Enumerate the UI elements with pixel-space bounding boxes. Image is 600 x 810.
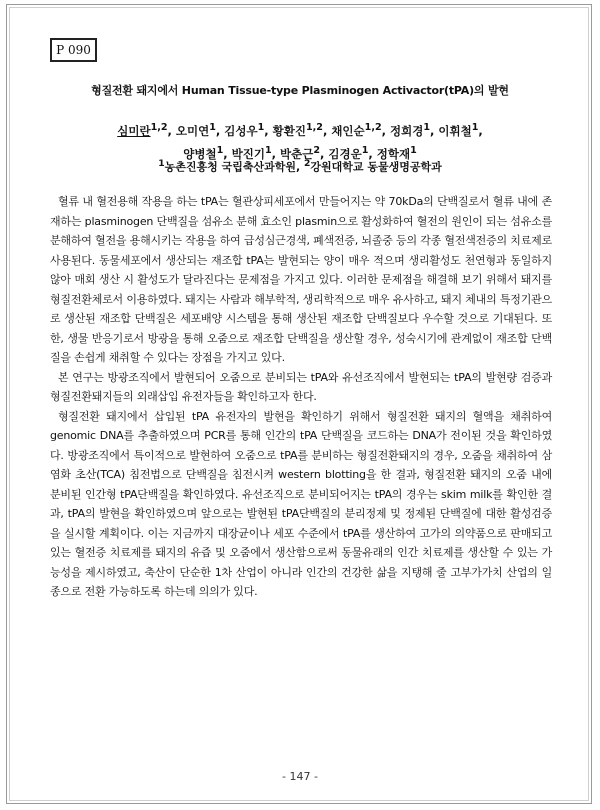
author-affiliation-mark: 1 [216, 144, 224, 156]
author-affiliation-mark: 1 [257, 122, 265, 133]
author-separator: , [271, 146, 280, 161]
paragraph-1: 혈류 내 혈전용해 작용을 하는 tPA는 혈관상피세포에서 만들어지는 약 70kDa의 단백질로서 혈류 내에 존재하는 plasminogen 단백질을 섬유소 분해 효소인 plasmin으로 활성화하여 혈전의 원인이 되는 섬유소를 분해하여 혈전을 용해시키는 작용을 하여 급성심근경색, 폐색전증, 뇌졸중 등의 각종 혈전색전증의 치료제로 사용된다. 동물세포에서 생산되는 재조합 tPA는 발현되는 양이 매우 적으며 생리활성도 천연형과 동일하지 않아 매회 생산 시 활성도가 달라진다는 문제점을 가지고 있다. 이러한 문제점을 해결해 보기 위해서 돼지를 형질전환체로서 이용하였다. 돼지는 사람과 해부학적, 생리학적으로 매우 유사하고, 돼지 체내의 특정기관으로 생산된 재조합 단백질은 세포배양 시스템을 통해 생산된 재조합 단백질보다 우수할 것으로 기대된다. 또한, 생물 반응기로서 방광을 통해 오줌으로 재조합 단백질을 생산할 경우, 성숙시기에 관계없이 재조합 단백질을 손쉽게 채취할 수 있다는 장점을 가지고 있다. [50, 195, 552, 364]
author-separator: , [322, 123, 332, 138]
author-separator: , [381, 123, 390, 138]
paragraph-2: 본 연구는 방광조직에서 발현되어 오줌으로 분비되는 tPA와 유선조직에서 발현되는 tPA의 발현량 검증과 형질전환돼지들의 외래삽입 유전자들을 확인하고자 한다. [50, 370, 552, 403]
author-affiliation-mark: 1 [209, 122, 216, 133]
abstract-code-box [50, 38, 97, 62]
affiliation-text: 강원대학교 동물생명공학과 [310, 160, 442, 174]
paper-title: 형질전환 돼지에서 Human Tissue-type Plasminogen Activactor(tPA)의 발현 [91, 84, 509, 97]
author-affiliation-mark: 1 [423, 122, 430, 133]
author-name: 양병철 [183, 146, 217, 161]
author-separator: , [167, 123, 176, 138]
abstract-code: P 090 [56, 43, 91, 57]
author-name: 정학재 [376, 146, 411, 161]
author-name: 심미란 [117, 123, 151, 138]
author-name: 박진기 [231, 146, 265, 161]
author-name: 채인순 [331, 123, 365, 138]
author-affiliation-mark: 1 [410, 144, 417, 156]
author-separator: , [264, 123, 273, 138]
author-separator: , [478, 123, 483, 138]
author-separator: , [215, 123, 225, 138]
paragraph-3: 형질전환 돼지에서 삽입된 tPA 유전자의 발현을 확인하기 위해서 형질전환 돼지의 혈액을 채취하여 genomic DNA를 추출하였으며 PCR를 통해 인간의 tPA 단백질을 코드하는 DNA가 전이된 것을 확인하였다. 방광조직에서 특이적으로 발현하여 오줌으로 tPA를 분비하는 형질전환돼지의 경우, 오줌을 채취하여 삼염화 초산(TCA) 침전법으로 단백질을 침전시켜 western blotting을 한 결과, 형질전환 돼지의 오줌 내에 분비된 인간형 tPA단백질을 확인하였다. 유선조직으로 분비되어지는 tPA의 경우는 skim milk를 확인한 결과, tPA의 발현을 확인하였으며 앞으로는 발현된 tPA단백질의 분리정제 및 정제된 단백질에 대한 활성검증을 실시할 계획이다. 이는 지금까지 대장균이나 세포 수준에서 tPA를 생산하여 고가의 의약품으로 판매되고 있는 혈전증 치료제를 돼지의 유즙 및 오줌에서 생산함으로써 동물유래의 인간 치료제를 생산할 수 있는 가능성을 제시하였고, 축산이 단순한 1차 산업이 아니라 인간의 건강한 삶을 지탱해 줄 고부가가치 산업의 일종으로 전환 가능하도록 하는데 의의가 있다. [50, 409, 552, 598]
author-affiliation-mark: 1 [471, 122, 479, 133]
affiliations [40, 158, 560, 175]
author-name: 오미연 [175, 123, 210, 138]
author-name: 이휘철 [438, 123, 472, 138]
author-name: 김성우 [224, 123, 258, 138]
author-separator: , [368, 146, 377, 161]
author-name: 황환진 [272, 123, 306, 138]
author-name: 김경운 [328, 146, 362, 161]
affiliation-mark: 1 [158, 158, 165, 169]
author-separator: , [223, 146, 232, 161]
page-number: - 147 - [282, 770, 318, 783]
author-affiliation-mark: 1 [264, 144, 272, 156]
author-affiliation-mark: 1 [361, 144, 369, 156]
author-separator: , [320, 146, 329, 161]
author-affiliation-mark: 2 [313, 144, 320, 156]
affiliation-mark: 2 [304, 158, 311, 169]
author-list [40, 118, 560, 164]
author-affiliation-mark: 1,2 [305, 122, 323, 133]
author-name: 정희경 [390, 123, 424, 138]
author-affiliation-mark: 1,2 [150, 122, 168, 133]
author-name: 박춘근 [280, 146, 314, 161]
author-separator: , [430, 123, 439, 138]
abstract-body [50, 192, 552, 602]
author-affiliation-mark: 1,2 [364, 122, 382, 133]
affiliation-text: 농촌진흥청 국립축산과학원, [164, 160, 304, 174]
author-line-1 [40, 118, 560, 141]
